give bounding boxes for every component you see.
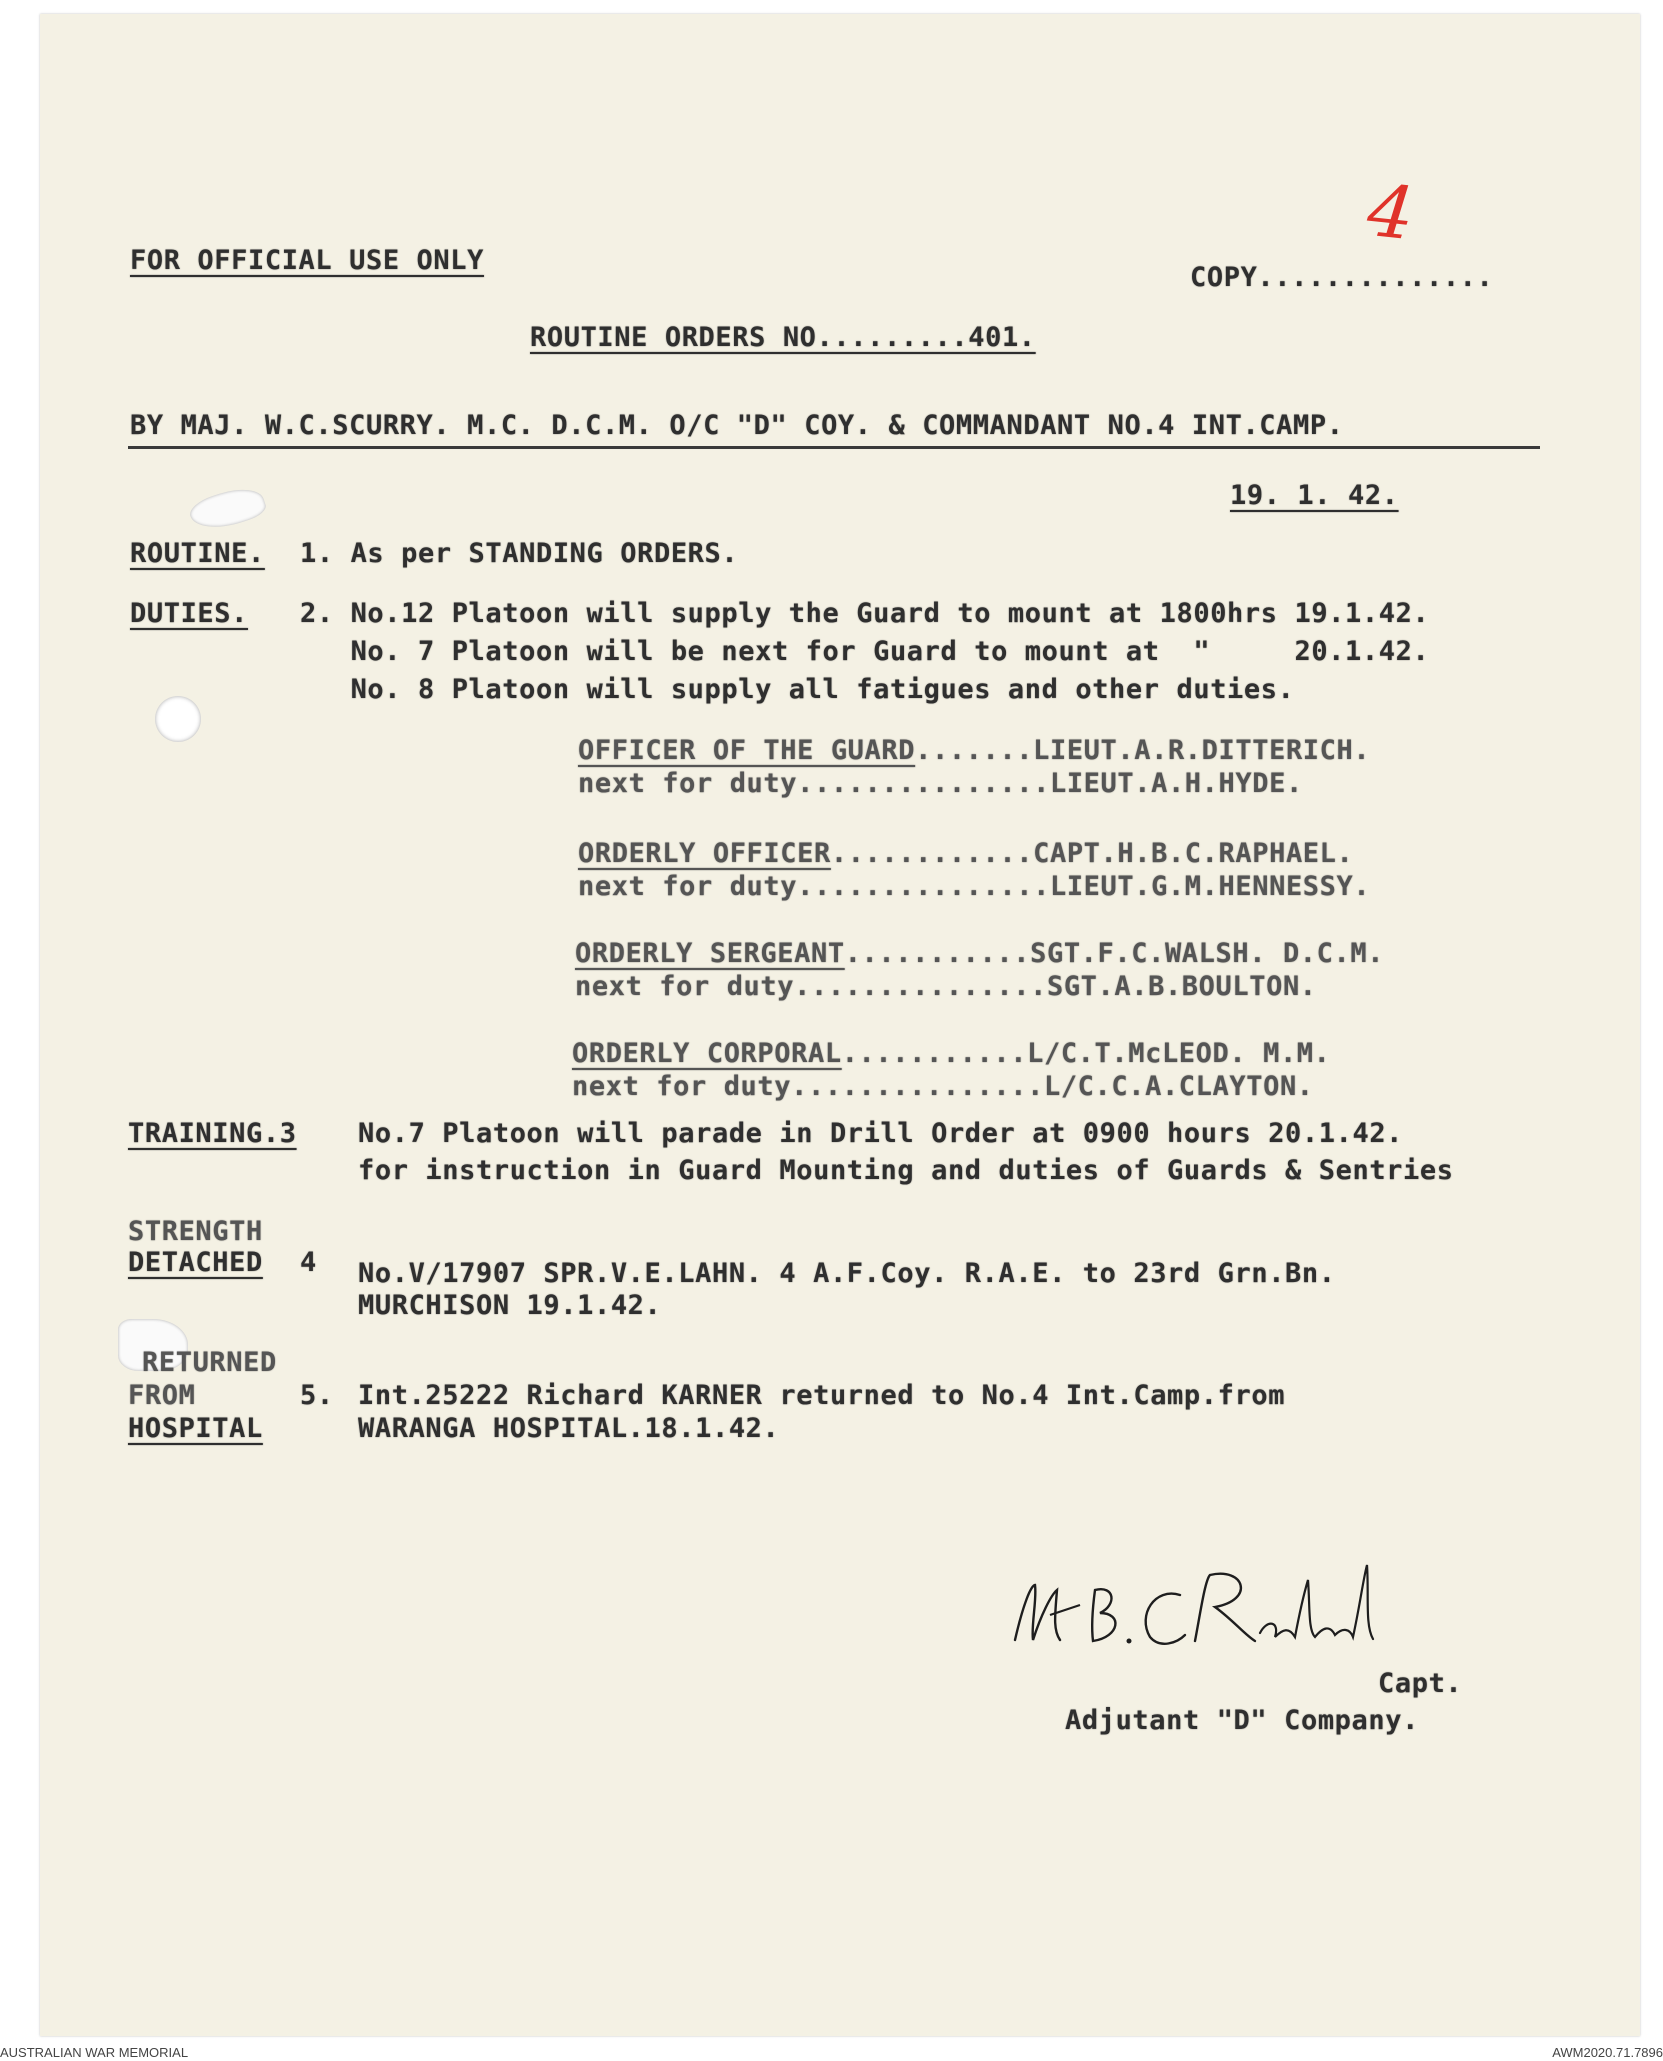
punch-hole bbox=[155, 696, 201, 742]
roster-name: L/C.T.McLEOD. M.M. bbox=[1027, 1038, 1331, 1069]
detached-label: DETACHED bbox=[128, 1247, 263, 1278]
routine-label: ROUTINE. bbox=[130, 538, 265, 569]
orders-title: ROUTINE ORDERS NO.........401. bbox=[530, 322, 1036, 353]
order-date: 19. 1. 42. bbox=[1230, 480, 1399, 511]
roster-next-entry bbox=[575, 971, 1317, 1002]
torn-corner bbox=[187, 481, 269, 537]
roster-entry bbox=[578, 838, 1353, 869]
roster-dots: ............... bbox=[794, 971, 1047, 1002]
duties-label: DUTIES. bbox=[130, 598, 248, 629]
roster-next-name: SGT.A.B.BOULTON. bbox=[1046, 971, 1317, 1002]
routine-text: 1. As per STANDING ORDERS. bbox=[300, 538, 739, 569]
roster-next-entry bbox=[578, 871, 1370, 902]
handwritten-signature bbox=[1005, 1545, 1425, 1685]
duties-line: No. 7 Platoon will be next for Guard to mount at " 20.1.42. bbox=[300, 636, 1430, 667]
roster-dots: ....... bbox=[915, 735, 1034, 766]
issuer-line: BY MAJ. W.C.SCURRY. M.C. D.C.M. O/C "D" COY. & COMMANDANT NO.4 INT.CAMP. bbox=[130, 410, 1344, 441]
returned-line: Int.25222 Richard KARNER returned to No.4 Int.Camp.from bbox=[358, 1380, 1286, 1411]
roster-entry bbox=[575, 938, 1384, 969]
roster-entry bbox=[578, 735, 1370, 766]
copy-number: 4 bbox=[1363, 167, 1419, 257]
roster-role: ORDERLY OFFICER bbox=[578, 838, 831, 869]
roster-dots: ........... bbox=[841, 1038, 1028, 1069]
signatory-title: Adjutant "D" Company. bbox=[1065, 1705, 1419, 1736]
roster-dots: ............... bbox=[797, 768, 1050, 799]
roster-dots: ........... bbox=[844, 938, 1031, 969]
roster-name: SGT.F.C.WALSH. D.C.M. bbox=[1030, 938, 1385, 969]
classification-marking: FOR OFFICIAL USE ONLY bbox=[130, 245, 484, 276]
issuer-underline bbox=[128, 446, 1540, 449]
strength-line: No.V/17907 SPR.V.E.LAHN. 4 A.F.Coy. R.A.E. to 23rd Grn.Bn. bbox=[358, 1258, 1336, 1289]
duties-line: 2. No.12 Platoon will supply the Guard to mount at 1800hrs 19.1.42. bbox=[300, 598, 1430, 629]
training-label: TRAINING.3 bbox=[128, 1118, 297, 1149]
roster-role: OFFICER OF THE GUARD bbox=[578, 735, 916, 766]
returned-line: WARANGA HOSPITAL.18.1.42. bbox=[358, 1413, 780, 1444]
roster-name: CAPT.H.B.C.RAPHAEL. bbox=[1033, 838, 1354, 869]
returned-label: RETURNED bbox=[142, 1347, 277, 1378]
roster-next-name: LIEUT.A.H.HYDE. bbox=[1049, 768, 1303, 799]
roster-next-entry bbox=[572, 1071, 1314, 1102]
roster-role: ORDERLY SERGEANT bbox=[575, 938, 845, 969]
training-line: No.7 Platoon will parade in Drill Order at 0900 hours 20.1.42. bbox=[358, 1118, 1404, 1149]
roster-next-label: next for duty bbox=[578, 768, 798, 799]
duties-line: No. 8 Platoon will supply all fatigues and other duties. bbox=[300, 674, 1295, 705]
roster-role: ORDERLY CORPORAL bbox=[572, 1038, 842, 1069]
roster-next-label: next for duty bbox=[578, 871, 798, 902]
roster-next-name: L/C.C.A.CLAYTON. bbox=[1043, 1071, 1314, 1102]
roster-next-label: next for duty bbox=[572, 1071, 792, 1102]
roster-name: LIEUT.A.R.DITTERICH. bbox=[1033, 735, 1371, 766]
strength-label: STRENGTH bbox=[128, 1216, 263, 1247]
hospital-label: HOSPITAL bbox=[128, 1413, 263, 1444]
training-line: for instruction in Guard Mounting and duties of Guards & Sentries bbox=[358, 1155, 1454, 1186]
strength-line: MURCHISON 19.1.42. bbox=[358, 1290, 662, 1321]
from-label: FROM bbox=[128, 1380, 196, 1411]
roster-dots: ............... bbox=[797, 871, 1050, 902]
roster-next-name: LIEUT.G.M.HENNESSY. bbox=[1049, 871, 1371, 902]
returned-number: 5. bbox=[300, 1380, 334, 1411]
roster-dots: ............... bbox=[791, 1071, 1044, 1102]
roster-dots: ............ bbox=[830, 838, 1034, 869]
footer-accession: AWM2020.71.7896 bbox=[1552, 2045, 1663, 2060]
roster-next-entry bbox=[578, 768, 1303, 799]
roster-next-label: next for duty bbox=[575, 971, 795, 1002]
footer-institution: AUSTRALIAN WAR MEMORIAL bbox=[0, 2045, 189, 2060]
roster-entry bbox=[572, 1038, 1331, 1069]
copy-label: COPY.............. bbox=[1190, 262, 1494, 293]
strength-number: 4 bbox=[300, 1247, 317, 1278]
signatory-rank: Capt. bbox=[1378, 1668, 1463, 1699]
